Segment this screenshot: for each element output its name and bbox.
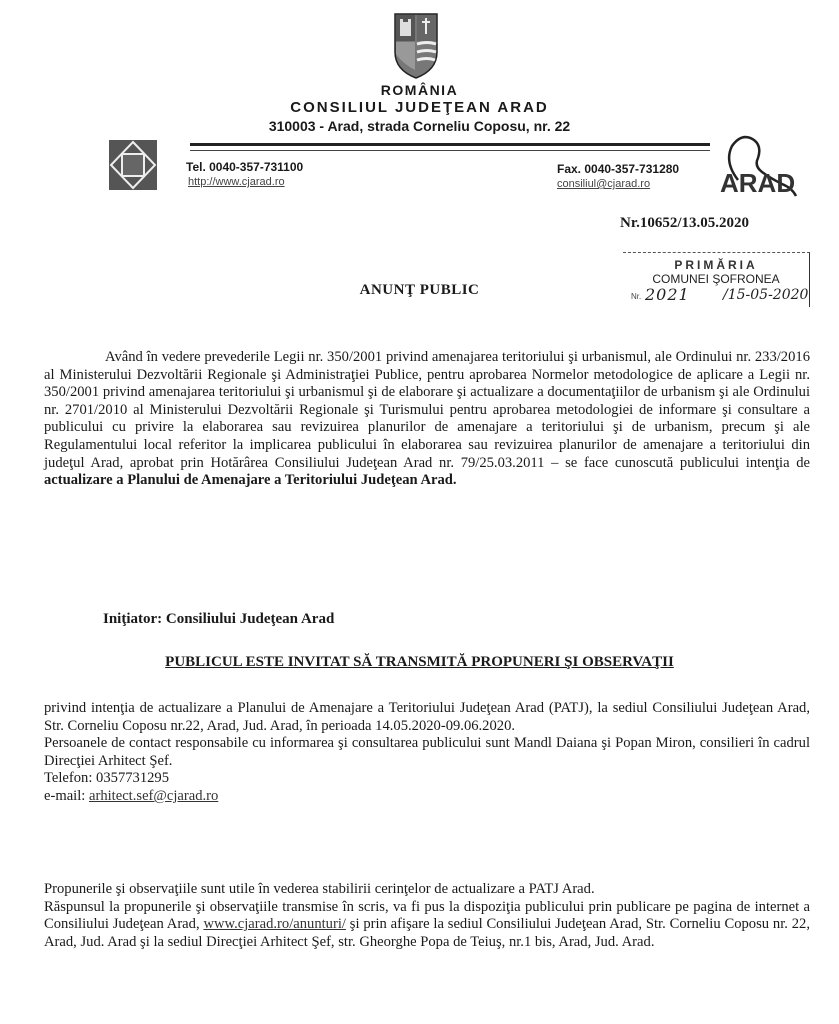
- invite-heading: PUBLICUL ESTE INVITAT SĂ TRANSMITĂ PROPUNERI ŞI OBSERVAŢII: [165, 654, 674, 670]
- header-fax: Fax. 0040-357-731280: [557, 162, 680, 176]
- council-logo-icon: [109, 140, 157, 190]
- response-text-part1: Răspunsul la propunerile şi observaţiile transmise în scris, va fi pus la dispoziţia publicului prin publicare pe pagina de internet a Consiliului Judeţean Arad,: [44, 898, 810, 933]
- stamp-registration-number: 2021: [645, 285, 690, 304]
- header-country: ROMÂNIA: [380, 82, 459, 98]
- email-line: [44, 788, 810, 806]
- initiator-line: Iniţiator: Consiliului Judeţean Arad: [103, 611, 335, 627]
- purpose-text: Propunerile şi observaţiile sunt utile în vederea stabilirii cerinţelor de actualizare a PATJ Arad.: [44, 881, 595, 897]
- header-tel: Tel. 0040-357-731100: [186, 160, 304, 174]
- details-paragraph: [44, 700, 810, 806]
- arad-logo-icon: [718, 132, 804, 200]
- header-council: CONSILIUL JUDEŢEAN ARAD: [290, 99, 549, 116]
- svg-text:ARAD: ARAD: [720, 168, 796, 198]
- stamp-commune: COMUNEI ŞOFRONEA: [652, 272, 780, 286]
- response-text-part2: şi prin afişare la sediul Consiliului Judeţean Arad, Str. Corneliu Coposu nr. 22, Arad, Jud. Arad şi la sediul Direcţiei Arhitect Şef, str. Gheorghe Popa de Teiuş, nr.1 bis, Arad, Jud. Arad.: [44, 916, 810, 950]
- intro-bold-text: actualizare a Planului de Amenajare a Teritoriului Judeţean Arad.: [44, 472, 457, 489]
- email-link[interactable]: arhitect.sef@cjarad.ro: [88, 787, 219, 804]
- contact-persons-text: Persoanele de contact responsabile cu informarea şi consultarea publicului sunt Mandl Daiana şi Popan Miron, consilieri în cadrul Direcţiei Arhitect Şef.: [44, 735, 810, 769]
- document-number: Nr.10652/13.05.2020: [620, 215, 750, 231]
- intro-paragraph: [44, 349, 810, 490]
- response-text: [44, 899, 810, 952]
- coat-of-arms-icon: [393, 12, 439, 80]
- page-title: ANUNŢ PUBLIC: [359, 282, 480, 298]
- stamp-date: /15-05-2020: [723, 287, 809, 303]
- stamp-nr-label: Nr.: [631, 292, 642, 301]
- announcements-link[interactable]: www.cjarad.ro/anunturi/: [203, 916, 346, 933]
- consultation-period-text: privind intenţia de actualizare a Planului de Amenajare a Teritoriului Judeţean Arad (PATJ), la sediul Consiliului Judeţean Arad, Str. Corneliu Coposu nr.22, Arad, Jud. Arad, în perioada 14.05.2020-09.06.2020.: [44, 700, 810, 734]
- header-address: 310003 - Arad, strada Corneliu Coposu, nr. 22: [268, 118, 571, 134]
- closing-paragraph: [44, 881, 810, 951]
- registration-stamp: [623, 252, 813, 308]
- email-label: e-mail:: [44, 787, 89, 804]
- header-divider: [190, 143, 710, 151]
- header-email-link[interactable]: consiliul@cjarad.ro: [557, 178, 651, 190]
- stamp-title: PRIMĂRIA: [674, 258, 758, 272]
- header-website-link[interactable]: http://www.cjarad.ro: [188, 176, 285, 188]
- phone-text: Telefon: 0357731295: [44, 770, 170, 787]
- intro-text: Având în vedere prevederile Legii nr. 350/2001 privind amenajarea teritoriului şi urbanismul, ale Ordinului nr. 233/2016 al Ministerului Dezvoltării Regionale şi Administraţiei Publice, pentru aprobarea Normelor metodologice de aplicare a Legii nr. 350/2001 privind amenajarea teritoriului şi urbanismul şi de elaborare şi actualizare a documentaţiilor de urbanism şi ale Ordinului nr. 2701/2010 al Ministerului Dezvoltării Regionale şi Turismului pentru aprobarea metodologiei de informare şi consultare a publicului cu privire la elaborarea sau revizuirea planurilor de amenajare a teritoriului şi de urbanism, precum şi ale Regulamentului local referitor la implicarea publicului în elaborarea sau revizuirea planurilor de amenajare a teritoriului din judeţul Arad, aprobat prin Hotărârea Consiliului Judeţean Arad nr. 79/25.03.2011 – se face cunoscută publicului intenţia de: [44, 349, 810, 471]
